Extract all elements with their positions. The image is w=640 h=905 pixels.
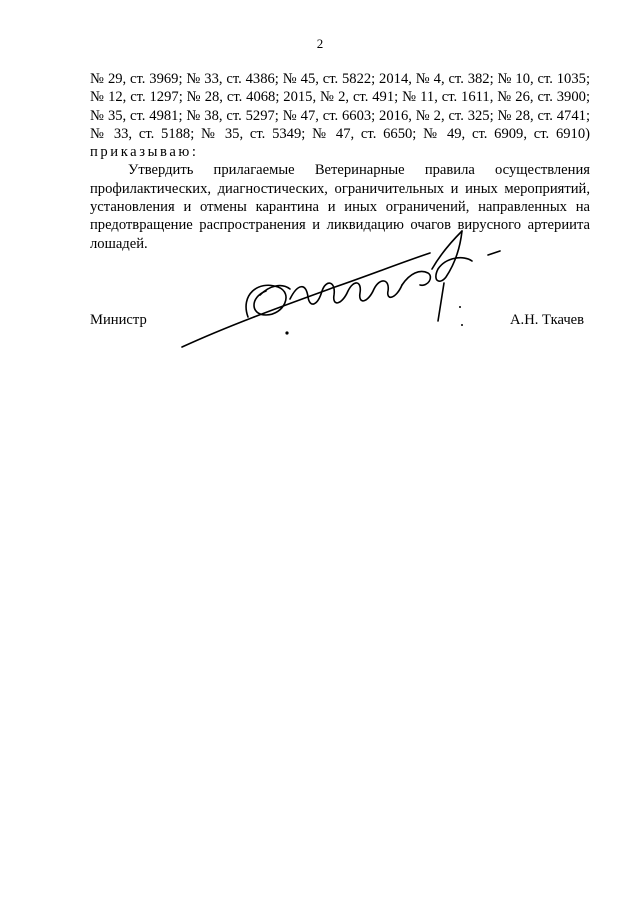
approval-paragraph: Утвердить прилагаемые Ветеринарные правила осуществления профилактических, диагностических, ограничительных и иных мероприятий, установления и отмены карантина и иных ограничений, направленных на предотвращение распространения и ликвидацию очагов вирусного артериита лошадей. bbox=[90, 162, 590, 252]
signatory-name: А.Н. Ткачев bbox=[510, 312, 585, 328]
legal-references-text: № 29, ст. 3969; № 33, ст. 4386; № 45, ст. 5822; 2014, № 4, ст. 382; № 10, ст. 1035; № 12, ст. 1297; № 28, ст. 4068; 2015, № 2, ст. 491; № 11, ст. 1611, № 26, ст. 3900; № 35, ст. 4981; № 38, ст. 5297; № 47, ст. 6603; 2016, № 2, ст. 325; № 28, ст. 4741; № 33, ст. 5188; № 35, ст. 5349; № 47, ст. 6650; № 49, ст. 6909, ст. 6910) bbox=[90, 71, 590, 142]
page-number: 2 bbox=[316, 36, 324, 51]
signatory-position: Министр bbox=[90, 312, 147, 328]
handwritten-signature bbox=[170, 225, 510, 355]
order-word: приказываю: bbox=[90, 144, 199, 161]
legal-references-paragraph bbox=[90, 70, 590, 161]
